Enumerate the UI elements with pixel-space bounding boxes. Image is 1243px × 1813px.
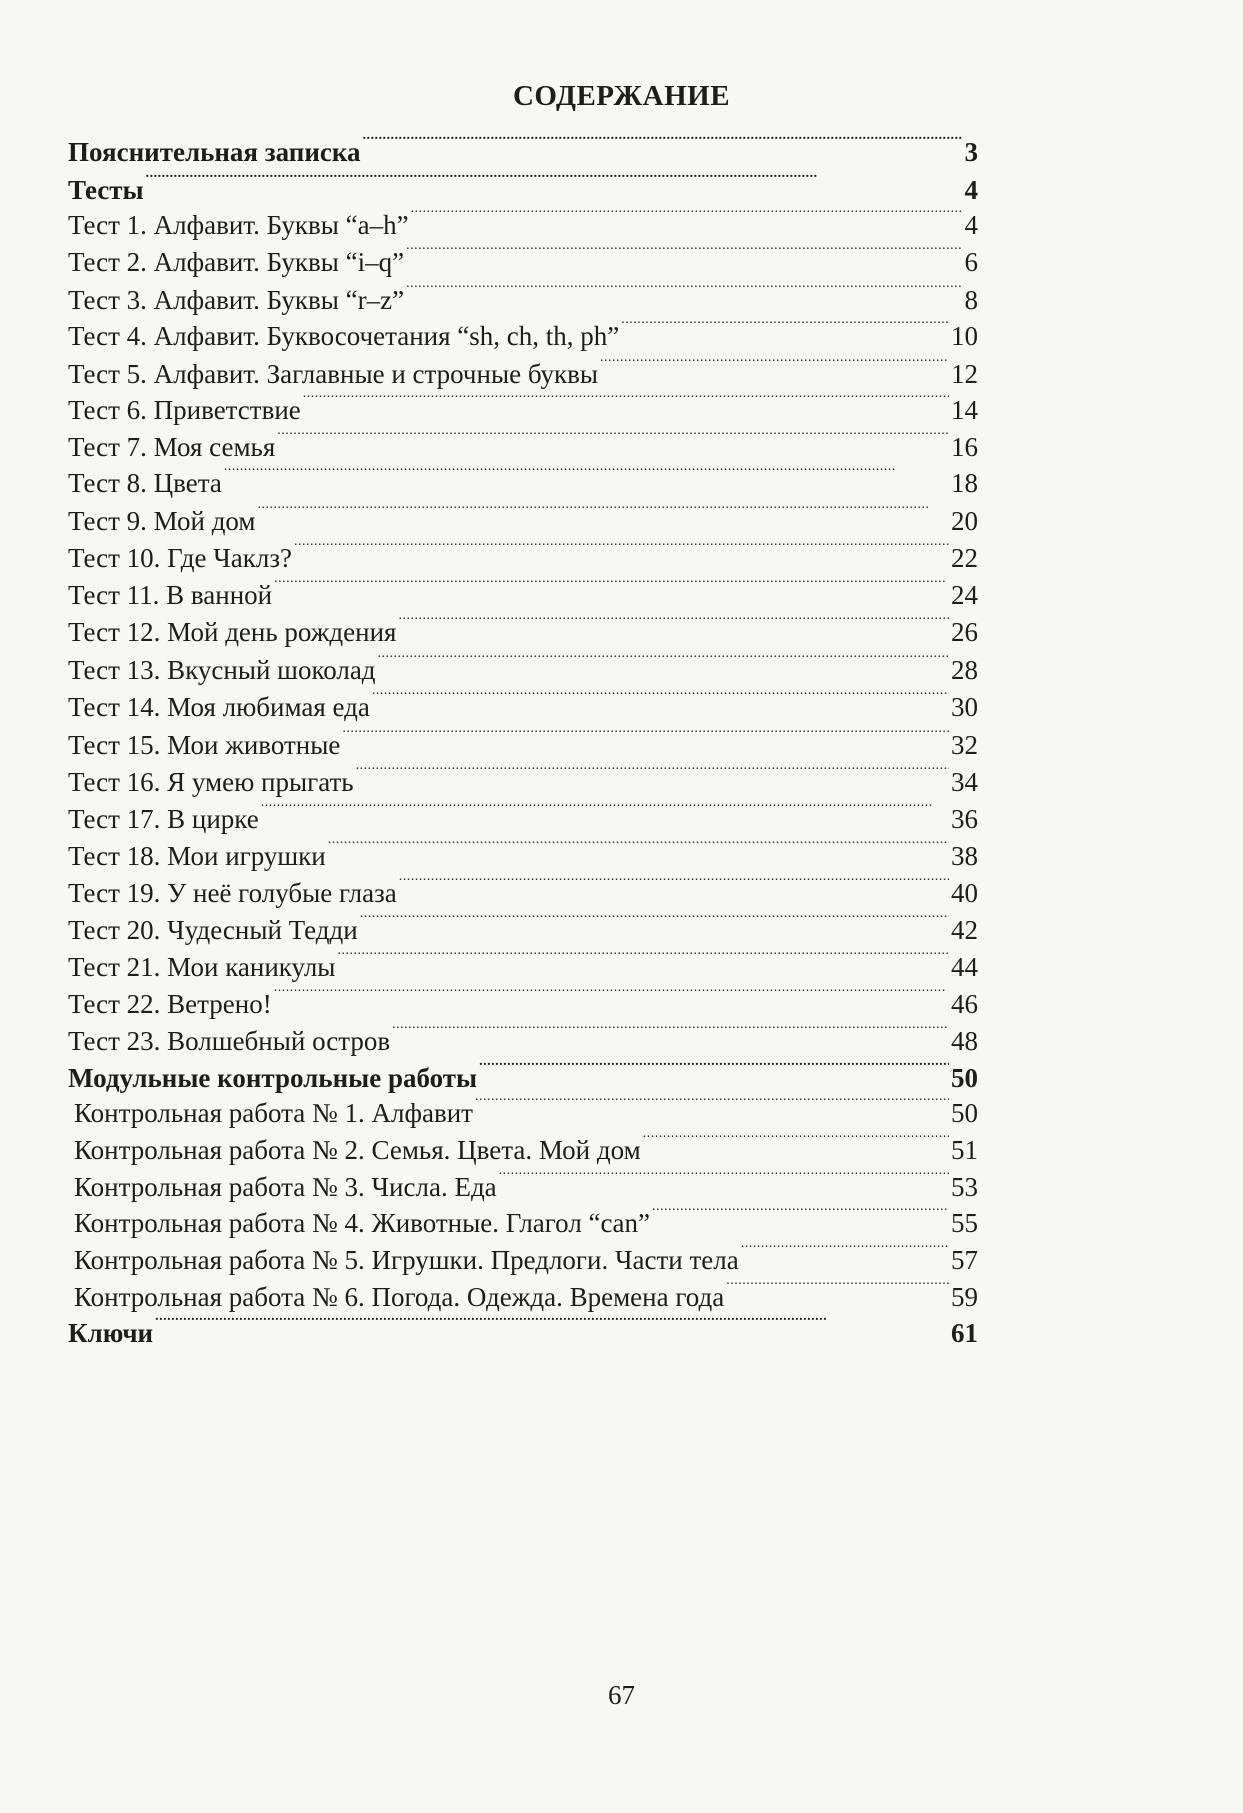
toc-entry	[74, 1235, 978, 1275]
toc-entry-page: 3	[964, 137, 978, 167]
toc-entry-page: 59	[951, 1282, 978, 1312]
toc-entry-label: Тест 13. Вкусный шоколад	[68, 655, 376, 685]
dot-leader	[356, 757, 949, 791]
toc-entry-page: 61	[951, 1318, 978, 1348]
toc-entry-page: 10	[951, 321, 978, 351]
toc-entry-page: 46	[951, 989, 978, 1019]
dot-leader	[398, 607, 949, 641]
toc-entry-label: Тест 8. Цвета	[68, 468, 222, 498]
toc-entry-page: 57	[951, 1245, 978, 1275]
toc-entry	[74, 1198, 978, 1238]
toc-entry-label: Тест 23. Волшебный остров	[68, 1026, 391, 1056]
dot-leader	[303, 385, 949, 419]
dot-leader	[372, 682, 949, 716]
dot-leader	[274, 570, 949, 604]
toc-entry-label: Ключи	[68, 1318, 154, 1348]
dot-leader	[146, 165, 963, 199]
dot-leader	[337, 942, 949, 976]
dot-leader	[499, 1162, 949, 1196]
toc-entry-page: 18	[951, 468, 978, 498]
toc-section	[68, 165, 978, 205]
toc-entry	[68, 682, 978, 722]
toc-entry	[74, 1162, 978, 1202]
toc-entry-label: Тест 20. Чудесный Тедди	[68, 915, 358, 945]
toc-entry-page: 55	[951, 1208, 978, 1238]
dot-leader	[224, 458, 949, 492]
dot-leader	[600, 349, 949, 383]
dot-leader	[363, 127, 963, 161]
toc-entry-page: 30	[951, 692, 978, 722]
dot-leader	[378, 645, 949, 679]
dot-leader	[277, 422, 949, 456]
toc-entry	[68, 311, 978, 351]
toc-entry-page: 36	[951, 804, 978, 834]
toc-entry	[68, 905, 978, 945]
toc-entry-label: Тест 1. Алфавит. Буквы “a–h”	[68, 210, 409, 240]
toc-entry-label: Контрольная работа № 3. Числа. Еда	[74, 1172, 497, 1202]
toc-entry	[68, 385, 978, 425]
toc-section	[68, 1053, 978, 1093]
toc-entry	[74, 1125, 978, 1165]
toc-entry-page: 16	[951, 432, 978, 462]
toc-entry-page: 4	[964, 210, 978, 240]
toc-entry-label: Тест 19. У неё голубые глаза	[68, 878, 397, 908]
toc-entry-label: Тест 12. Мой день рождения	[68, 617, 397, 647]
toc-entry	[68, 422, 978, 462]
toc-entry	[68, 458, 978, 498]
toc-entry-page: 32	[951, 730, 978, 760]
dot-leader	[342, 720, 949, 754]
toc-entry	[68, 496, 978, 536]
toc-entry-page: 12	[951, 359, 978, 389]
toc-entry	[68, 607, 978, 647]
toc-entry-label: Тест 14. Моя любимая еда	[68, 692, 370, 722]
toc-entry-page: 14	[951, 395, 978, 425]
toc-entry-page: 38	[951, 841, 978, 871]
toc-entry-label: Тест 7. Моя семья	[68, 432, 276, 462]
dot-leader	[741, 1235, 949, 1269]
toc-entry-page: 22	[951, 543, 978, 573]
toc-entry	[68, 200, 978, 240]
toc-entry-page: 6	[964, 247, 978, 277]
toc-entry-label: Тест 4. Алфавит. Буквосочетания “sh, ch, th, ph”	[68, 321, 620, 351]
toc-entry-label: Тест 15. Мои животные	[68, 730, 341, 760]
dot-leader	[258, 496, 950, 530]
toc-entry-page: 50	[951, 1063, 978, 1093]
dot-leader	[360, 905, 949, 939]
dot-leader	[406, 237, 962, 271]
toc-entry-page: 53	[951, 1172, 978, 1202]
toc-entry	[74, 1272, 978, 1312]
toc-entry-page: 48	[951, 1026, 978, 1056]
toc-entry-label: Пояснительная записка	[68, 137, 361, 167]
dot-leader	[726, 1272, 949, 1306]
toc-entry	[68, 1016, 978, 1056]
toc-entry	[68, 831, 978, 871]
toc-entry-page: 8	[964, 285, 978, 315]
toc-entry-page: 42	[951, 915, 978, 945]
toc-entry	[68, 275, 978, 315]
dot-leader	[274, 979, 949, 1013]
toc-entry-label: Тест 22. Ветрено!	[68, 989, 272, 1019]
toc-section	[68, 127, 978, 167]
toc-entry-label: Тесты	[68, 175, 144, 205]
dot-leader	[475, 1088, 949, 1122]
toc-entry-page: 28	[951, 655, 978, 685]
toc-entry-label: Контрольная работа № 4. Животные. Глагол “can”	[74, 1208, 650, 1238]
toc-entry	[68, 645, 978, 685]
toc-entry-page: 4	[964, 175, 978, 205]
dot-leader	[155, 1308, 949, 1342]
dot-leader	[261, 794, 949, 828]
toc-entry-page: 26	[951, 617, 978, 647]
toc-entry	[68, 570, 978, 610]
toc-entry-page: 50	[951, 1098, 978, 1128]
toc-entry-label: Контрольная работа № 6. Погода. Одежда. Времена года	[74, 1282, 725, 1312]
toc-entry-page: 34	[951, 767, 978, 797]
toc-entry-label: Тест 16. Я умею прыгать	[68, 767, 354, 797]
dot-leader	[621, 311, 949, 345]
toc-entry-label: Тест 18. Мои игрушки	[68, 841, 326, 871]
toc-entry-label: Тест 10. Где Чаклз?	[68, 543, 292, 573]
toc-entry-page: 20	[951, 506, 978, 536]
dot-leader	[479, 1053, 949, 1087]
toc-entry-label: Тест 5. Алфавит. Заглавные и строчные буквы	[68, 359, 599, 389]
toc-entry-label: Тест 6. Приветствие	[68, 395, 301, 425]
dot-leader	[643, 1125, 949, 1159]
toc-entry	[74, 1088, 978, 1128]
page-number: 67	[608, 1680, 635, 1710]
toc-entry-page: 40	[951, 878, 978, 908]
toc-entry-page: 44	[951, 952, 978, 982]
toc-entry-label: Тест 11. В ванной	[68, 580, 273, 610]
dot-leader	[406, 275, 962, 309]
toc-section	[68, 1308, 978, 1348]
toc-entry-label: Тест 17. В цирке	[68, 804, 259, 834]
dot-leader	[652, 1198, 949, 1232]
toc-entry	[68, 533, 978, 573]
toc-entry-label: Контрольная работа № 2. Семья. Цвета. Мой дом	[74, 1135, 641, 1165]
toc-entry-label: Тест 9. Мой дом	[68, 506, 256, 536]
toc-entry	[68, 720, 978, 760]
toc-entry	[68, 349, 978, 389]
dot-leader	[392, 1016, 949, 1050]
page-title: СОДЕРЖАНИЕ	[512, 80, 731, 112]
dot-leader	[399, 868, 949, 902]
toc-entry-label: Тест 21. Мои каникулы	[68, 952, 336, 982]
toc-entry	[68, 942, 978, 982]
toc-entry-label: Контрольная работа № 5. Игрушки. Предлоги. Части тела	[74, 1245, 739, 1275]
toc-entry	[68, 757, 978, 797]
toc-entry-label: Контрольная работа № 1. Алфавит	[74, 1098, 473, 1128]
dot-leader	[294, 533, 949, 567]
toc-entry-label: Модульные контрольные работы	[68, 1063, 478, 1093]
dot-leader	[328, 831, 949, 865]
toc-entry-page: 24	[951, 580, 978, 610]
dot-leader	[411, 200, 963, 234]
toc-entry-page: 51	[951, 1135, 978, 1165]
toc-entry-label: Тест 2. Алфавит. Буквы “i–q”	[68, 247, 405, 277]
toc-entry	[68, 237, 978, 277]
toc-entry	[68, 794, 978, 834]
toc-entry	[68, 868, 978, 908]
toc-entry-label: Тест 3. Алфавит. Буквы “r–z”	[68, 285, 405, 315]
toc-entry	[68, 979, 978, 1019]
